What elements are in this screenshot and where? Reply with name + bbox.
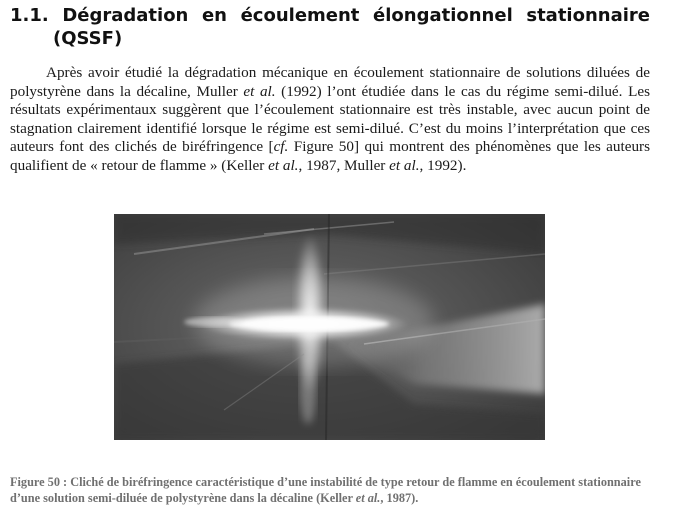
title-word: élongationnel (373, 5, 513, 26)
section-heading (10, 4, 650, 50)
title-word: écoulement (240, 5, 360, 26)
title-word: en (201, 5, 227, 26)
figure-caption: Figure 50 : Cliché de biréfringence caractéristique d’une instabilité de type retour de flamme en écoulement stationnaire d’une solution semi-diluée de polystyrène dans la décaline (Keller et al., 1987). (10, 475, 641, 505)
title-word: Dégradation (62, 5, 189, 26)
birefringence-photo (114, 214, 545, 440)
birefringence-image (114, 214, 545, 440)
body-paragraph: Après avoir étudié la dégradation mécanique en écoulement stationnaire de solutions diluées de polystyrène dans la décaline, Muller et al. (1992) l’ont étudiée dans le cas du régime semi-dilué. Les résultats expérimentaux suggèrent que l’écoulement stationnaire est très instable, avec aucun point de stagnation clairement identifié lorsque le régime est semi-dilué. C’est du moins l’interprétation que ces auteurs font des clichés de biréfringence [cf. Figure 50] qui montrent des phénomènes que les auteurs qualifient de « retour de flamme » (Keller et al., 1987, Muller et al., 1992). (10, 64, 651, 174)
section-heading-line1 (10, 4, 650, 27)
title-word: stationnaire (526, 5, 650, 26)
section-number: 1.1. (10, 5, 49, 26)
section-heading-line2: (QSSF) (53, 28, 123, 49)
